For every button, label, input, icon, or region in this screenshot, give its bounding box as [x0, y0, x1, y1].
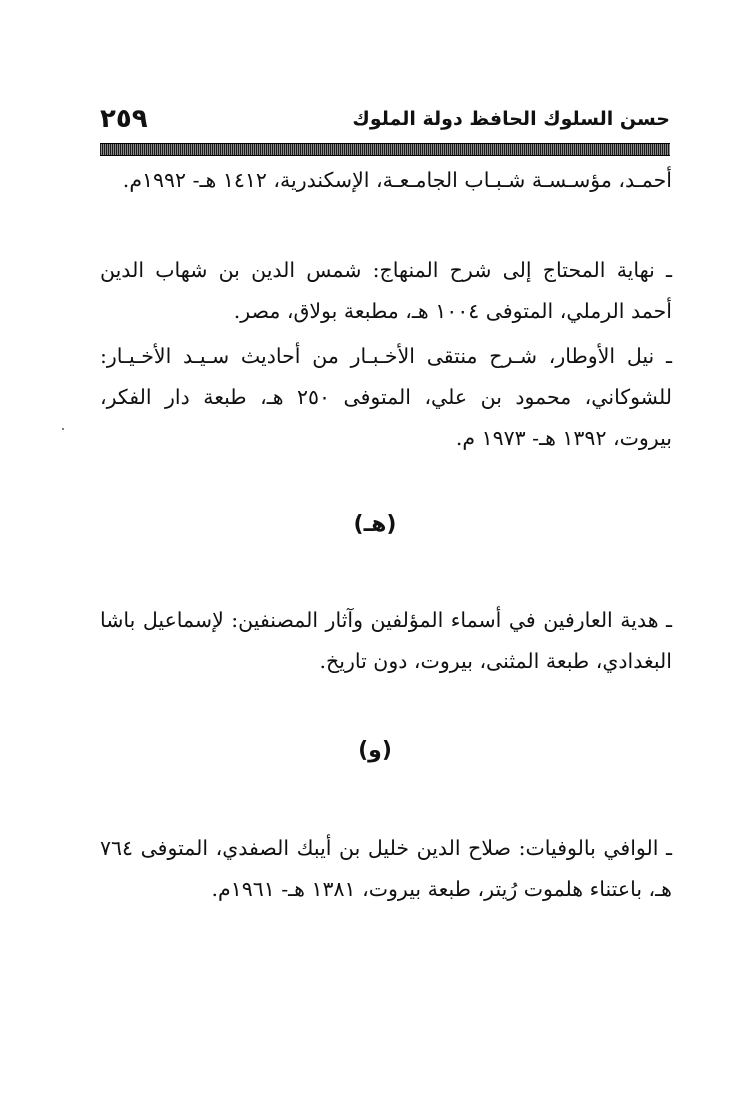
reference-entry: ـ الوافي بالوفيات: صلاح الدين خليل بن أيبك الصفدي، المتوفى ٧٦٤ هـ، باعتناء هلموت رُيتر، طبعة بيروت، ١٣٨١ هـ- ١٩٦١م. — [100, 836, 672, 901]
reference-entry: ـ نهاية المحتاج إلى شرح المنهاج: شمس الدين بن شهاب الدين أحمد الرملي، المتوفى ١٠٠٤ هـ، مطبعة بولاق، مصر. — [100, 258, 672, 323]
header-rule — [100, 143, 670, 156]
page-number: ٢٥٩ — [100, 104, 148, 134]
running-title: حسن السلوك الحافظ دولة الملوك — [352, 108, 670, 130]
section-heading: (هـ) — [353, 512, 397, 537]
section-heading: (و) — [358, 738, 392, 763]
page-header — [100, 104, 670, 144]
reference-entry: ـ نيل الأوطار، شـرح منتقى الأخـبـار من أحاديث سـيـد الأخـيـار: للشوكاني، محمود بن علي، المتوفى ٢٥٠ هـ، طبعة دار الفكر، بيروت، ١٣٩٢ هـ- ١٩٧٣ م. — [100, 344, 673, 450]
reference-entry: أحمـد، مؤسـسـة شـبـاب الجامـعـة، الإسكندرية، ١٤١٢ هـ- ١٩٩٢م. — [122, 168, 672, 192]
scan-speck — [62, 428, 64, 430]
reference-entry: ـ هدية العارفين في أسماء المؤلفين وآثار المصنفين: لإسماعيل باشا البغدادي، طبعة المثنى، بيروت، دون تاريخ. — [100, 608, 672, 673]
